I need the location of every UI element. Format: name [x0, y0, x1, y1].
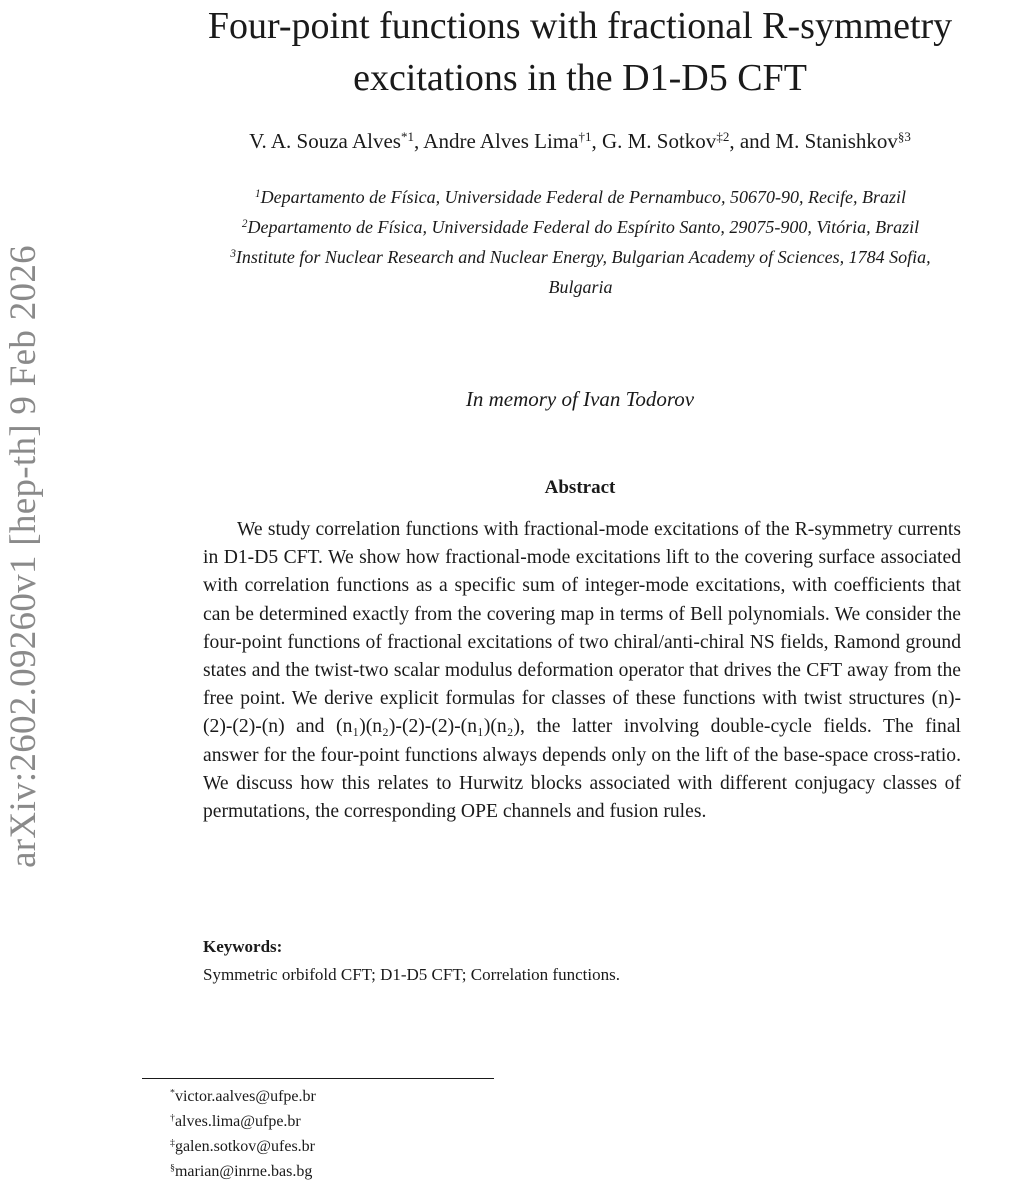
affiliation-text: Departamento de Física, Universidade Federal do Espírito Santo, 29075-900, Vitória, Brazil	[247, 217, 920, 237]
title-line-2: excitations in the D1-D5 CFT	[353, 57, 807, 99]
author-name: G. M. Sotkov	[601, 129, 717, 153]
footnote-item	[170, 1159, 316, 1184]
keywords-text: Symmetric orbifold CFT; D1-D5 CFT; Correlation functions.	[203, 965, 620, 984]
author-mark: †1	[578, 128, 592, 144]
paper-title	[140, 0, 1020, 104]
footnote-email: alves.lima@ufpe.br	[174, 1113, 301, 1130]
footnotes	[170, 1084, 316, 1184]
footnote-mark: †	[170, 1112, 175, 1124]
author-separator: , and	[729, 129, 776, 153]
affiliation-item	[140, 212, 1021, 242]
affiliation-number: 2	[241, 217, 248, 230]
abstract-text: We study correlation functions with fractional-mode excitations of the R-symmetry currents in D1-D5 CFT. We show how fractional-mode excitations lift to the covering surface associated with correlation functions as a specific sum of integer-mode excitations, with coefficients that can be determined exactly from the covering map in terms of Bell polynomials. We consider the four-point functions of fractional excitations of two chiral/anti-chiral NS fields, Ramond ground states and the twist-two scalar modulus deformation operator that drives the CFT away from the free point. We derive explicit formulas for classes of these functions with twist structures (n)-(2)-(2)-(n) and (n₁)(n₂)-(2)-(2)-(n₁)(n₂), the latter involving double-cycle fields. The final answer for the four-point functions always depends only on the lift of the base-space cross-ratio. We discuss how this relates to Hurwitz blocks associated with different conjugacy classes of permutations, the corresponding OPE channels and fusion rules.	[203, 519, 961, 823]
author-mark: §3	[897, 128, 911, 144]
affiliation-item	[140, 242, 1021, 272]
author-name: M. Stanishkov	[775, 129, 898, 153]
affiliation-item	[140, 182, 1021, 212]
footnote-mark: ‡	[170, 1137, 175, 1149]
author-name: V. A. Souza Alves	[249, 129, 401, 153]
author-mark: ‡2	[716, 128, 730, 144]
footnote-email: victor.aalves@ufpe.br	[174, 1088, 316, 1105]
arxiv-stamp	[0, 198, 46, 914]
author-mark: *1	[400, 128, 414, 144]
footnote-email: galen.sotkov@ufes.br	[174, 1138, 315, 1155]
affiliation-continuation: Bulgaria	[548, 277, 613, 297]
author-separator: ,	[591, 129, 602, 153]
keywords-heading: Keywords:	[203, 937, 283, 956]
affiliation-number: 1	[255, 187, 261, 200]
affiliation-text: Departamento de Física, Universidade Federal de Pernambuco, 50670-90, Recife, Brazil	[260, 187, 906, 207]
footnote-divider	[142, 1078, 494, 1079]
footnote-item	[170, 1134, 316, 1159]
title-line-1: Four-point functions with fractional R-symmetry	[207, 5, 953, 47]
arxiv-stamp-text: arXiv:2602.09260v1 [hep-th] 9 Feb 2026	[2, 244, 44, 868]
author-list	[140, 126, 1020, 156]
footnote-mark: §	[170, 1162, 175, 1174]
dedication: In memory of Ivan Todorov	[465, 387, 695, 411]
author-separator: ,	[413, 129, 424, 153]
author-name: Andre Alves Lima	[423, 129, 579, 153]
affiliation-number: 3	[230, 247, 236, 260]
affiliation-text: Institute for Nuclear Research and Nuclear Energy, Bulgarian Academy of Sciences, 1784 Sofia,	[235, 247, 931, 267]
footnote-item	[170, 1084, 316, 1109]
affiliations	[140, 182, 1021, 302]
footnote-mark: *	[170, 1087, 175, 1099]
abstract-heading: Abstract	[544, 477, 616, 498]
footnote-item	[170, 1109, 316, 1134]
footnote-email: marian@inrne.bas.bg	[174, 1163, 313, 1180]
